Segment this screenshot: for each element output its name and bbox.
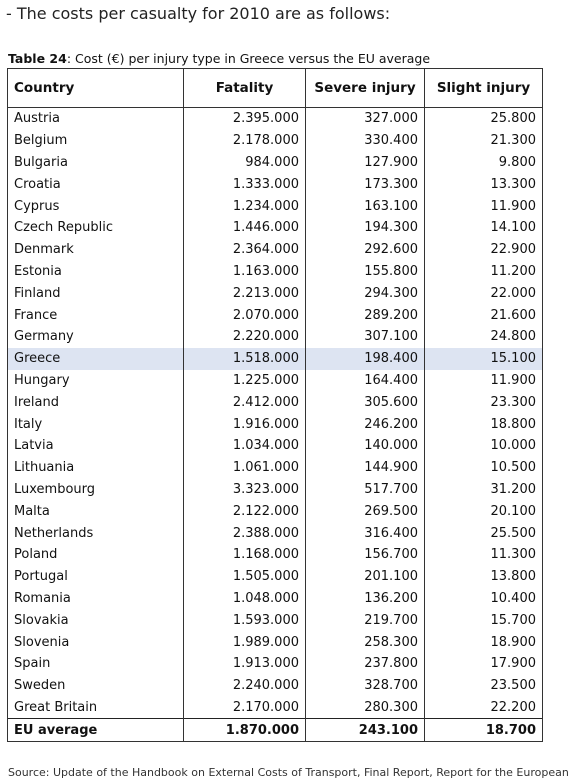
cell-fatality: 1.505.000 (184, 566, 306, 588)
cell-severe-injury: 246.200 (306, 413, 425, 435)
cell-severe-injury: 156.700 (306, 544, 425, 566)
table-caption-text: : Cost (€) per injury type in Greece versus the EU average (66, 51, 431, 66)
table-row (8, 261, 543, 283)
cell-slight-injury: 25.800 (425, 108, 543, 130)
table-header-row (8, 69, 543, 108)
cell-country: Czech Republic (8, 217, 184, 239)
cell-fatality: 2.170.000 (184, 697, 306, 719)
total-cell-fatality: 1.870.000 (184, 719, 306, 742)
cell-country: Portugal (8, 566, 184, 588)
cell-slight-injury: 31.200 (425, 479, 543, 501)
cell-severe-injury: 258.300 (306, 631, 425, 653)
cell-fatality: 1.446.000 (184, 217, 306, 239)
cell-country: Great Britain (8, 697, 184, 719)
table-row (8, 108, 543, 130)
cell-slight-injury: 10.000 (425, 435, 543, 457)
table-row (8, 653, 543, 675)
cell-fatality: 2.122.000 (184, 500, 306, 522)
cell-severe-injury: 280.300 (306, 697, 425, 719)
cell-slight-injury: 17.900 (425, 653, 543, 675)
cell-fatality: 2.388.000 (184, 522, 306, 544)
cell-severe-injury: 219.700 (306, 609, 425, 631)
cell-slight-injury: 22.200 (425, 697, 543, 719)
table-row (8, 631, 543, 653)
eu-average-row (8, 719, 543, 742)
cell-severe-injury: 269.500 (306, 500, 425, 522)
cell-slight-injury: 15.700 (425, 609, 543, 631)
table-row (8, 130, 543, 152)
cell-country: France (8, 304, 184, 326)
table-row (8, 588, 543, 610)
cell-severe-injury: 140.000 (306, 435, 425, 457)
cell-country: Bulgaria (8, 152, 184, 174)
cell-slight-injury: 23.500 (425, 675, 543, 697)
cell-fatality: 1.061.000 (184, 457, 306, 479)
cell-country: Belgium (8, 130, 184, 152)
header-fatality: Fatality (184, 69, 306, 108)
total-cell-severe-injury: 243.100 (306, 719, 425, 742)
total-cell-slight-injury: 18.700 (425, 719, 543, 742)
cell-severe-injury: 294.300 (306, 282, 425, 304)
cell-severe-injury: 289.200 (306, 304, 425, 326)
cell-slight-injury: 23.300 (425, 391, 543, 413)
table-row (8, 697, 543, 719)
cell-fatality: 1.913.000 (184, 653, 306, 675)
cell-fatality: 1.225.000 (184, 370, 306, 392)
cell-fatality: 1.989.000 (184, 631, 306, 653)
table-body (8, 108, 543, 742)
cell-fatality: 1.168.000 (184, 544, 306, 566)
cell-fatality: 1.234.000 (184, 195, 306, 217)
cell-country: Austria (8, 108, 184, 130)
cost-per-injury-table (7, 68, 543, 742)
cell-fatality: 2.178.000 (184, 130, 306, 152)
cell-severe-injury: 144.900 (306, 457, 425, 479)
cell-slight-injury: 21.600 (425, 304, 543, 326)
cell-fatality: 1.333.000 (184, 173, 306, 195)
cell-fatality: 2.395.000 (184, 108, 306, 130)
cell-fatality: 984.000 (184, 152, 306, 174)
table-row (8, 435, 543, 457)
cell-severe-injury: 127.900 (306, 152, 425, 174)
table-row (8, 566, 543, 588)
cell-severe-injury: 292.600 (306, 239, 425, 261)
cell-fatality: 3.323.000 (184, 479, 306, 501)
cell-slight-injury: 25.500 (425, 522, 543, 544)
cell-slight-injury: 13.800 (425, 566, 543, 588)
table-caption (8, 51, 430, 66)
cell-fatality: 1.048.000 (184, 588, 306, 610)
table-row (8, 675, 543, 697)
cell-slight-injury: 11.300 (425, 544, 543, 566)
cell-severe-injury: 517.700 (306, 479, 425, 501)
cell-slight-injury: 15.100 (425, 348, 543, 370)
cell-fatality: 2.213.000 (184, 282, 306, 304)
cell-fatality: 1.518.000 (184, 348, 306, 370)
cell-country: Malta (8, 500, 184, 522)
cell-severe-injury: 164.400 (306, 370, 425, 392)
cell-slight-injury: 14.100 (425, 217, 543, 239)
cell-country: Croatia (8, 173, 184, 195)
table-row (8, 544, 543, 566)
cell-country: Latvia (8, 435, 184, 457)
cell-severe-injury: 316.400 (306, 522, 425, 544)
table-row (8, 304, 543, 326)
table-row (8, 500, 543, 522)
table-row (8, 239, 543, 261)
cell-slight-injury: 22.900 (425, 239, 543, 261)
cell-severe-injury: 328.700 (306, 675, 425, 697)
cell-severe-injury: 136.200 (306, 588, 425, 610)
source-note: Source: Update of the Handbook on External Costs of Transport, Final Report, Report for the European (8, 766, 569, 779)
cell-country: Slovenia (8, 631, 184, 653)
cell-fatality: 1.034.000 (184, 435, 306, 457)
table-row (8, 282, 543, 304)
cell-severe-injury: 198.400 (306, 348, 425, 370)
cell-slight-injury: 22.000 (425, 282, 543, 304)
cell-fatality: 2.364.000 (184, 239, 306, 261)
cell-fatality: 1.916.000 (184, 413, 306, 435)
cell-country: Luxembourg (8, 479, 184, 501)
header-country: Country (8, 69, 184, 108)
table-row (8, 326, 543, 348)
cell-severe-injury: 194.300 (306, 217, 425, 239)
cell-country: Netherlands (8, 522, 184, 544)
cell-fatality: 1.593.000 (184, 609, 306, 631)
cell-slight-injury: 24.800 (425, 326, 543, 348)
cell-country: Romania (8, 588, 184, 610)
cell-country: Estonia (8, 261, 184, 283)
cell-slight-injury: 11.900 (425, 195, 543, 217)
cell-slight-injury: 18.900 (425, 631, 543, 653)
table-row (8, 370, 543, 392)
header-severe-injury: Severe injury (306, 69, 425, 108)
table-row (8, 391, 543, 413)
cell-country: Cyprus (8, 195, 184, 217)
cell-severe-injury: 163.100 (306, 195, 425, 217)
cell-slight-injury: 11.900 (425, 370, 543, 392)
table-row (8, 173, 543, 195)
cell-slight-injury: 20.100 (425, 500, 543, 522)
intro-text: - The costs per casualty for 2010 are as follows: (6, 4, 391, 23)
cell-slight-injury: 9.800 (425, 152, 543, 174)
total-cell-country: EU average (8, 719, 184, 742)
cell-slight-injury: 11.200 (425, 261, 543, 283)
cell-severe-injury: 330.400 (306, 130, 425, 152)
table-row (8, 217, 543, 239)
cell-country: Spain (8, 653, 184, 675)
cell-severe-injury: 305.600 (306, 391, 425, 413)
cell-fatality: 2.070.000 (184, 304, 306, 326)
cell-severe-injury: 327.000 (306, 108, 425, 130)
table-row (8, 609, 543, 631)
table-caption-label: Table 24 (8, 51, 67, 66)
table-row (8, 195, 543, 217)
cell-slight-injury: 13.300 (425, 173, 543, 195)
cell-country: Lithuania (8, 457, 184, 479)
cell-fatality: 2.240.000 (184, 675, 306, 697)
cell-slight-injury: 10.400 (425, 588, 543, 610)
cell-severe-injury: 307.100 (306, 326, 425, 348)
cell-country: Italy (8, 413, 184, 435)
cell-severe-injury: 173.300 (306, 173, 425, 195)
cell-severe-injury: 155.800 (306, 261, 425, 283)
cell-country: Hungary (8, 370, 184, 392)
cell-fatality: 1.163.000 (184, 261, 306, 283)
cell-country: Poland (8, 544, 184, 566)
cell-country: Finland (8, 282, 184, 304)
cell-severe-injury: 237.800 (306, 653, 425, 675)
cell-country: Ireland (8, 391, 184, 413)
table-row (8, 457, 543, 479)
cell-country: Greece (8, 348, 184, 370)
table-row (8, 348, 543, 370)
cell-country: Sweden (8, 675, 184, 697)
cell-fatality: 2.220.000 (184, 326, 306, 348)
cell-severe-injury: 201.100 (306, 566, 425, 588)
table-row (8, 413, 543, 435)
table-row (8, 152, 543, 174)
table-row (8, 522, 543, 544)
cell-country: Germany (8, 326, 184, 348)
cell-country: Denmark (8, 239, 184, 261)
header-slight-injury: Slight injury (425, 69, 543, 108)
cell-slight-injury: 21.300 (425, 130, 543, 152)
cell-country: Slovakia (8, 609, 184, 631)
cell-slight-injury: 10.500 (425, 457, 543, 479)
table-row (8, 479, 543, 501)
cell-slight-injury: 18.800 (425, 413, 543, 435)
cell-fatality: 2.412.000 (184, 391, 306, 413)
